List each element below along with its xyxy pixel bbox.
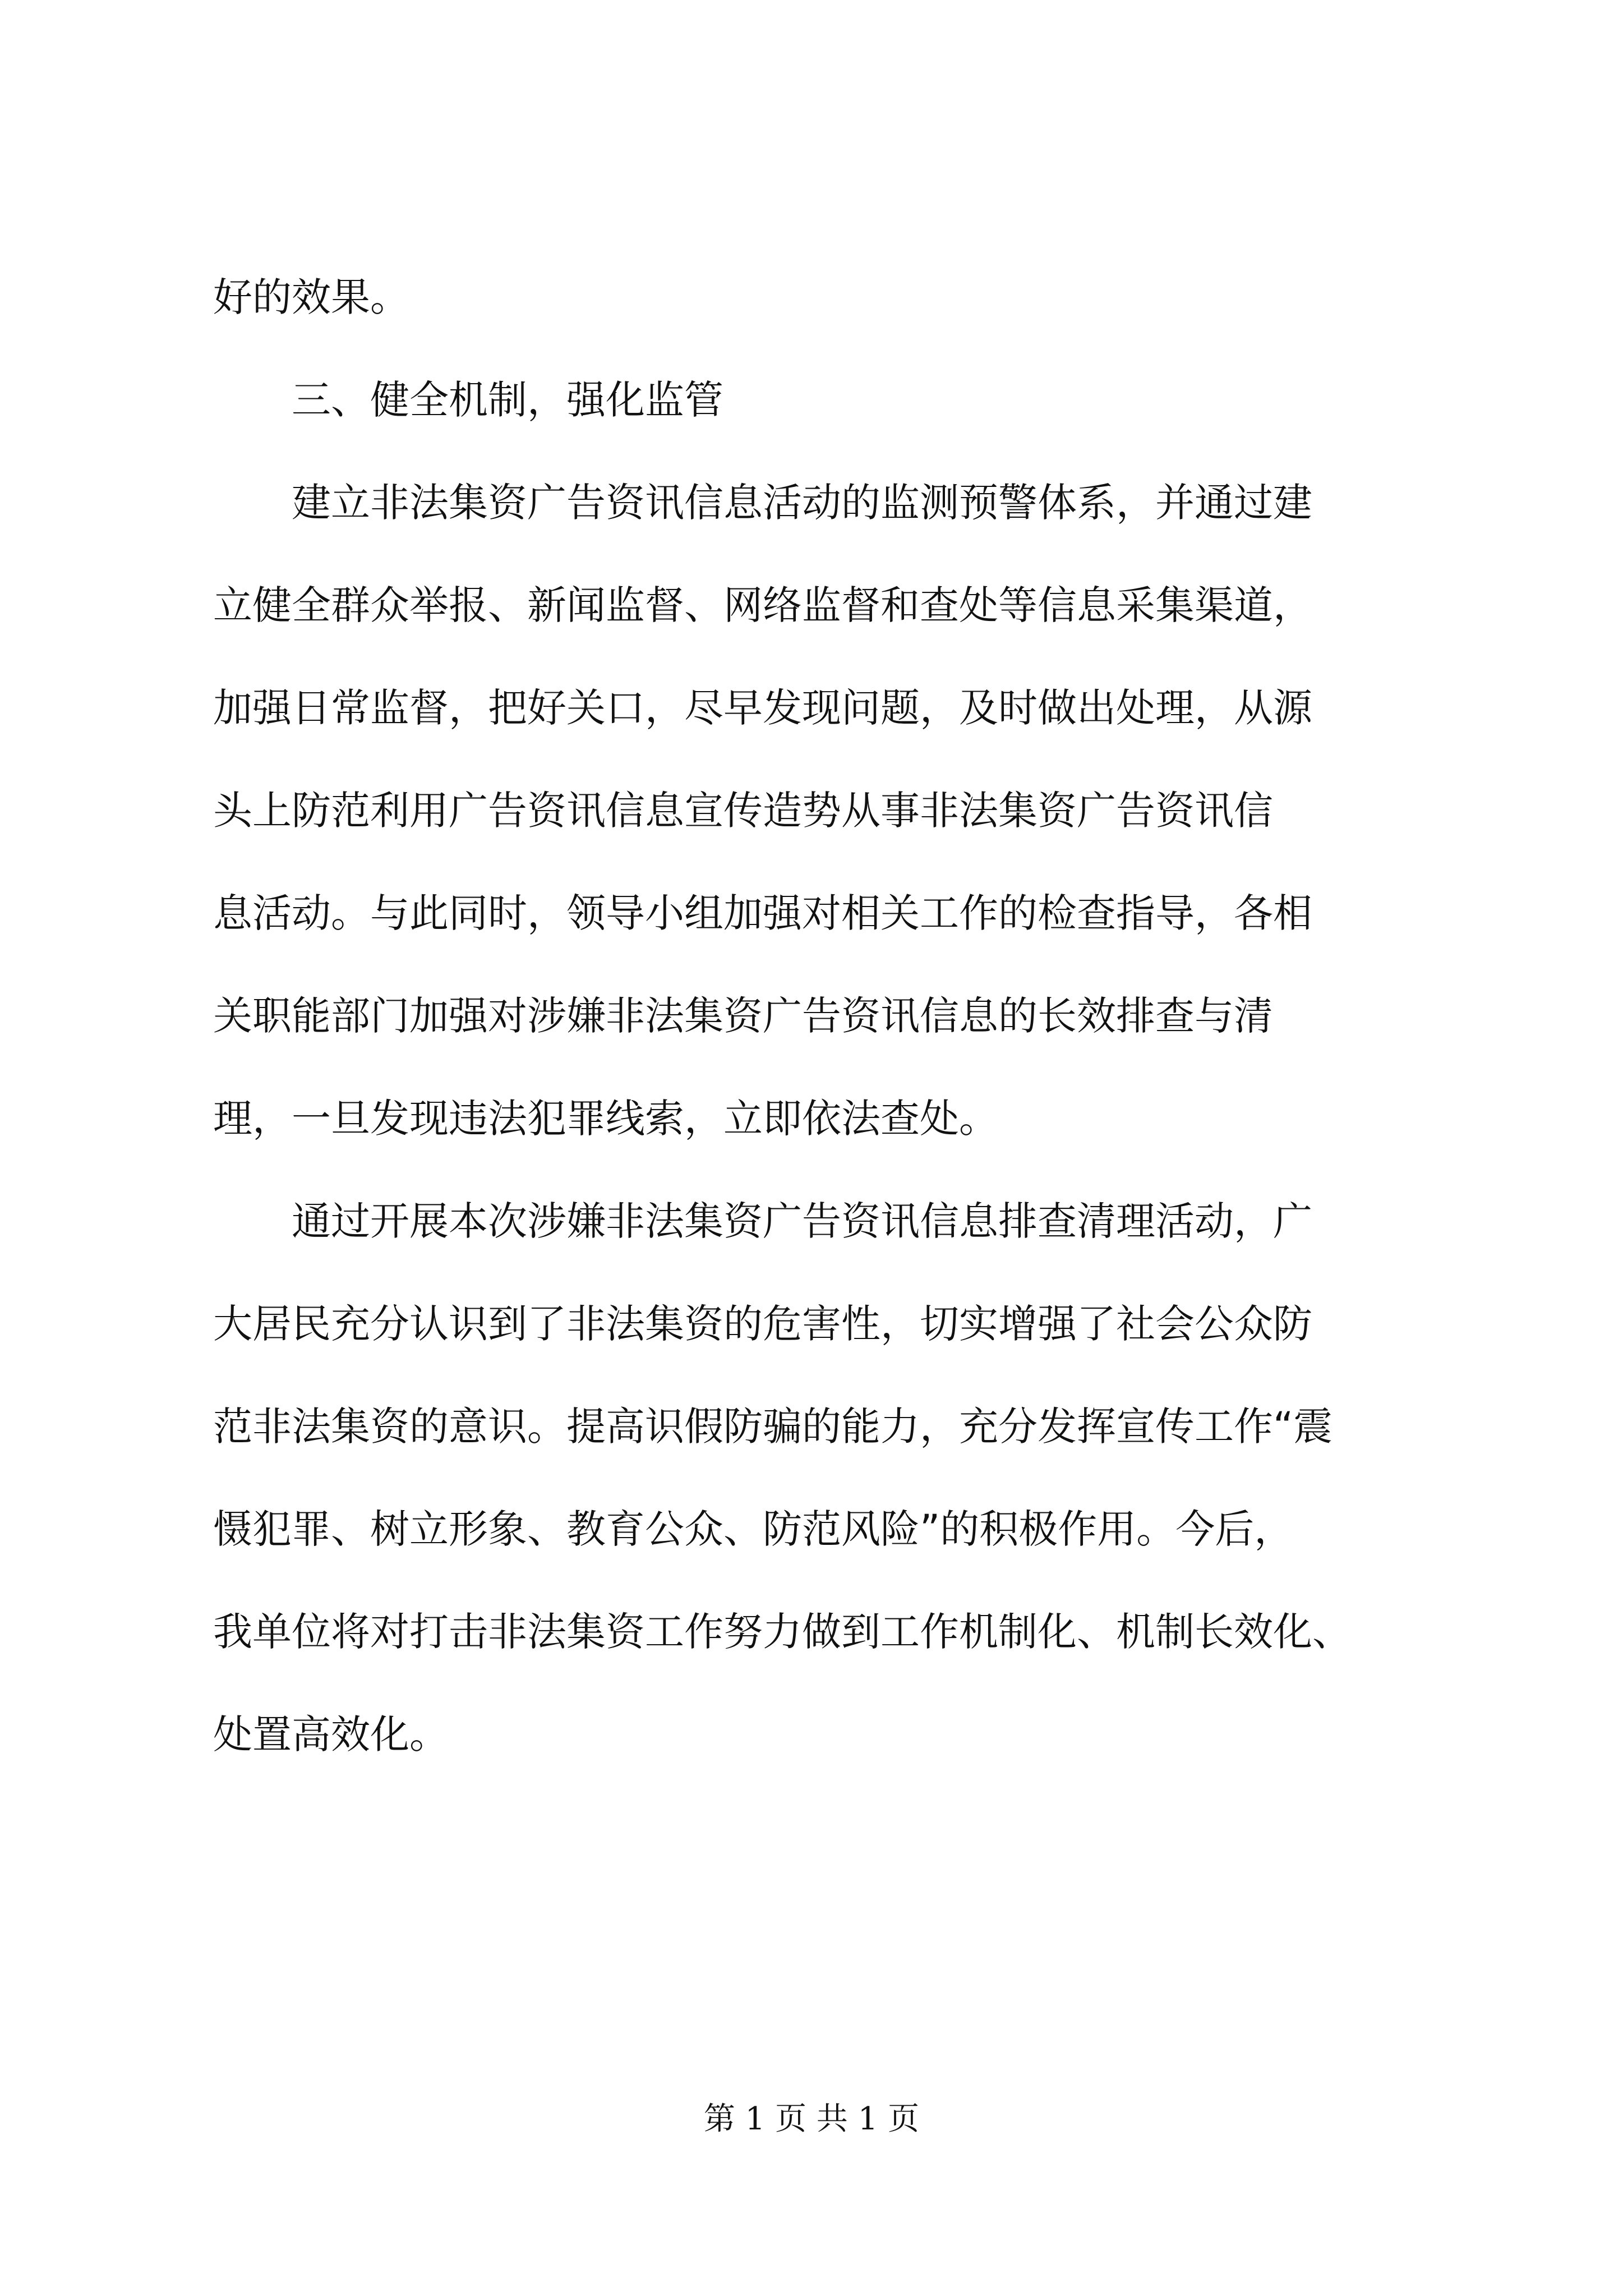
text-line-8: 关职能部门加强对涉嫌非法集资广告资讯信息的长效排查与清 xyxy=(213,993,1273,1039)
section-heading: 三、健全机制，强化监管 xyxy=(292,377,723,423)
text-line-6: 头上防范利用广告资讯信息宣传造势从事非法集资广告资讯信 xyxy=(213,788,1273,834)
text-line-3: 建立非法集资广告资讯信息活动的监测预警体系，并通过建 xyxy=(292,480,1312,526)
page-number-footer: 第 1 页 共 1 页 xyxy=(703,2101,920,2137)
text-line-5: 加强日常监督，把好关口，尽早发现问题，及时做出处理，从源 xyxy=(213,685,1312,731)
text-line-12: 范非法集资的意识。提高识假防骗的能力，充分发挥宣传工作“震 xyxy=(213,1404,1333,1450)
text-line-13: 慑犯罪、树立形象、教育公众、防范风险”的积极作用。今后， xyxy=(213,1506,1294,1552)
text-line-9: 理，一旦发现违法犯罪线索，立即依法查处。 xyxy=(213,1096,998,1142)
text-line-14: 我单位将对打击非法集资工作努力做到工作机制化、机制长效化、 xyxy=(213,1609,1352,1655)
text-line-1: 好的效果。 xyxy=(213,274,409,320)
text-line-11: 大居民充分认识到了非法集资的危害性，切实增强了社会公众防 xyxy=(213,1301,1312,1347)
text-line-7: 息活动。与此同时，领导小组加强对相关工作的检查指导，各相 xyxy=(213,890,1312,936)
text-line-15: 处置高效化。 xyxy=(213,1711,449,1757)
text-line-4: 立健全群众举报、新闻监督、网络监督和查处等信息采集渠道， xyxy=(213,582,1312,628)
text-line-10: 通过开展本次涉嫌非法集资广告资讯信息排查清理活动，广 xyxy=(292,1198,1312,1244)
